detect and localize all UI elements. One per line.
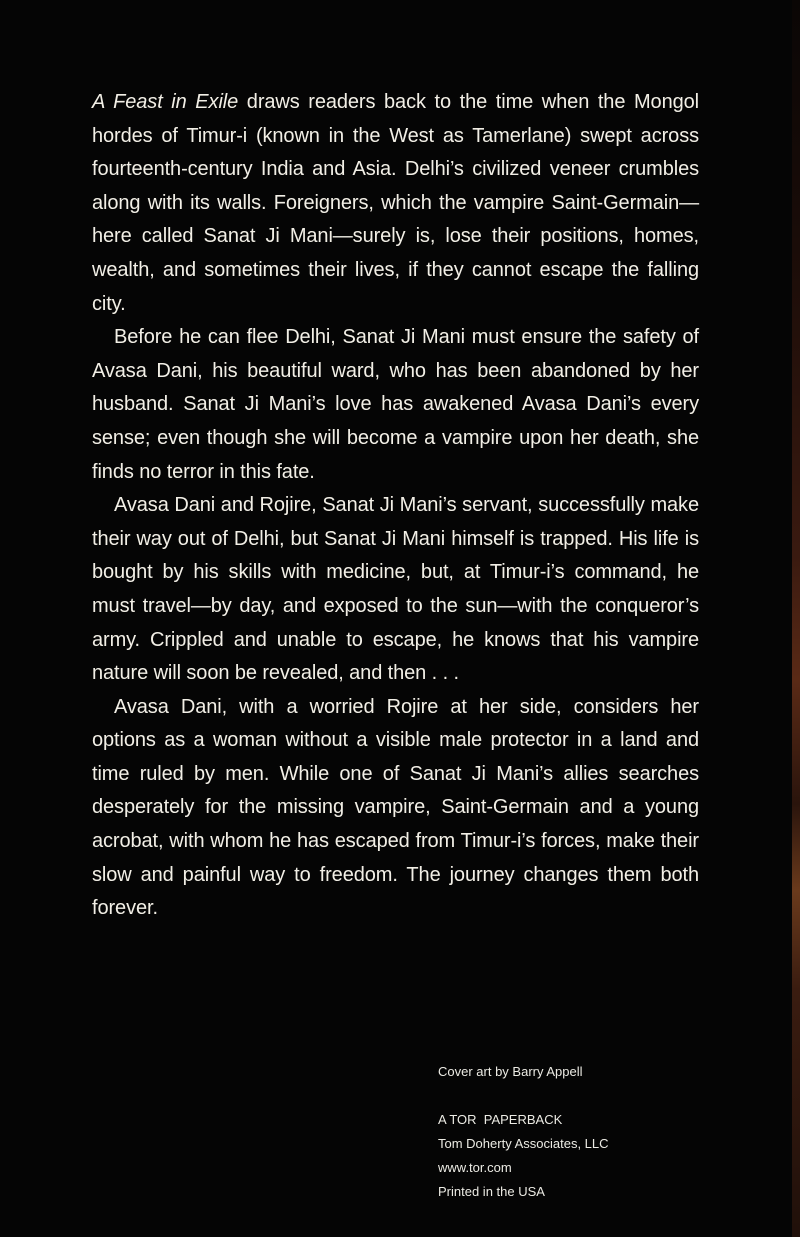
publisher-credits <box>438 1060 609 1204</box>
publisher-name: Tom Doherty Associates, LLC <box>438 1136 609 1151</box>
book-title: A Feast in Exile <box>92 91 239 113</box>
publisher-website: www.tor.com <box>438 1160 512 1175</box>
cover-art-credit: Cover art by Barry Appell <box>438 1064 583 1079</box>
credits-spacer <box>438 1084 609 1108</box>
blurb-paragraph-4: Avasa Dani, with a worried Rojire at her side, considers her options as a woman without a visible male protector in a land and time ruled by men. While one of Sanat Ji Mani’s allies searches desperately for the missing vampire, Saint-Germain and a young acrobat, with whom he has escaped from Timur-i’s forces, make their slow and painful way to freedom. The journey changes them both forever. <box>92 695 699 920</box>
blurb-paragraph-1 <box>92 86 699 321</box>
imprint-label: A TOR PAPERBACK <box>438 1112 563 1127</box>
blurb-paragraph-3: Avasa Dani and Rojire, Sanat Ji Mani’s servant, successfully make their way out of Delhi, but Sanat Ji Mani himself is trapped. His life is bought by his skills with medicine, but, at Timur-i’s command, he must travel—by day, and exposed to the sun—with the conqueror’s army. Crippled and unable to escape, he knows that his vampire nature will soon be revealed, and then . . . <box>92 494 699 685</box>
blurb-paragraph-1-text: draws readers back to the time when the Mongol hordes of Timur-i (known in the West as Tamerlane) swept across fourteenth-century India and Asia. Delhi’s civilized veneer crumbles along with its walls. Foreigners, which the vampire Saint-Germain—here called Sanat Ji Mani—surely is, lose their positions, homes, wealth, and sometimes their lives, if they cannot escape the falling city. <box>92 91 699 315</box>
back-cover-blurb <box>92 86 699 926</box>
blurb-paragraph-2: Before he can flee Delhi, Sanat Ji Mani must ensure the safety of Avasa Dani, his beautiful ward, who has been abandoned by her husband. Sanat Ji Mani’s love has awakened Avasa Dani’s every sense; even though she will become a vampire upon her death, she finds no terror in this fate. <box>92 326 699 483</box>
cover-edge-artwork <box>792 0 800 1237</box>
printed-location: Printed in the USA <box>438 1184 545 1199</box>
